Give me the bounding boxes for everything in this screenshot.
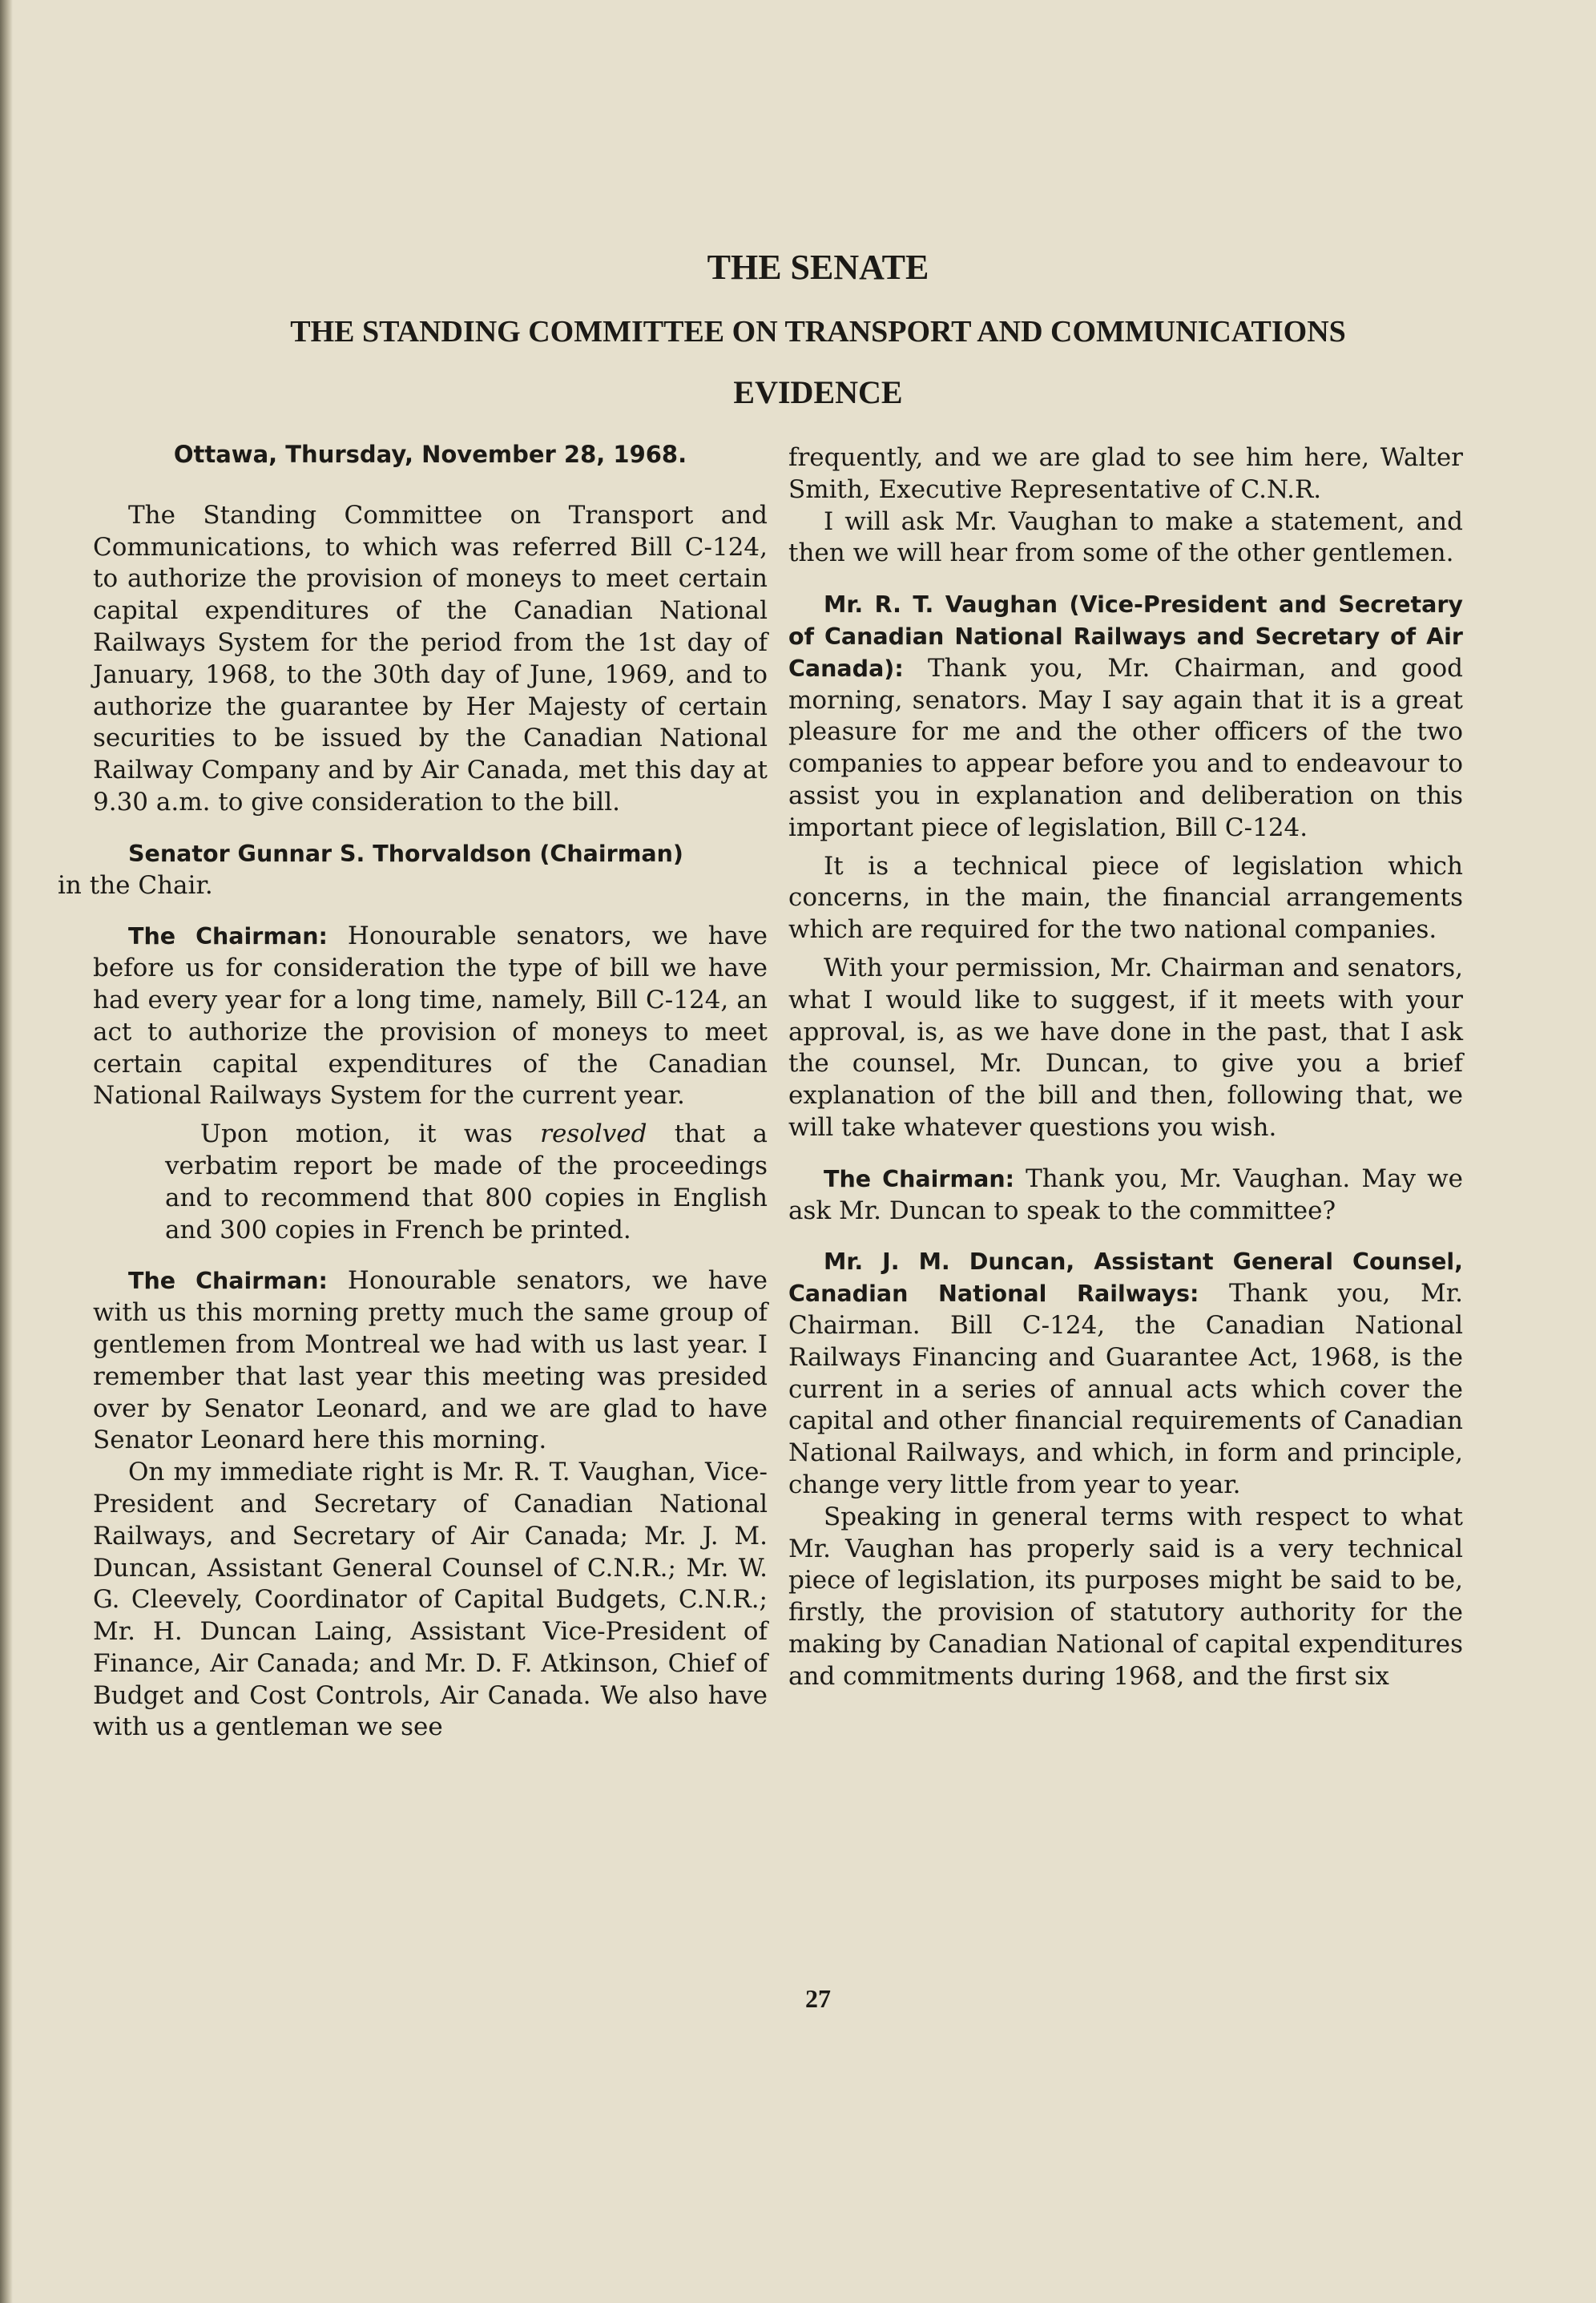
speaker-label: The Chairman:: [128, 1268, 328, 1295]
paragraph: Speaking in general terms with respect to what Mr. Vaughan has properly said is a very technical piece of legislation, its purposes might be said to be, firstly, the provision of statutory authority for the making by Canadian National of capital expenditures and commitments during 1968, and the first six: [788, 1502, 1463, 1691]
speaker-label: Mr. J. M. Duncan, Assistant General Counsel, Canadian National Railways:: [788, 1248, 1463, 1308]
chair-speaker: Senator Gunnar S. Thorvaldson (Chairman): [128, 840, 683, 867]
dateline: Ottawa, Thursday, November 28, 1968.: [173, 441, 687, 468]
speaker-label: The Chairman:: [128, 923, 328, 950]
motion-text: Upon motion, it was: [200, 1119, 541, 1149]
chair-paragraph: [58, 838, 768, 902]
paragraph-text: Honourable senators, we have before us for consideration the type of bill we have had every year for a long time, namely, Bill C-124, an act to authorize the provision of moneys to meet certain capital expenditures of the Canadian National Railways System for the current year.: [93, 922, 768, 1111]
paragraph: frequently, and we are glad to see him here, Walter Smith, Executive Representative of C.N.R.: [788, 443, 1463, 504]
paragraph: [93, 1265, 768, 1457]
speaker-label: Mr. R. T. Vaughan (Vice-President and Secretary of Canadian National Railways and Secretary of Air Canada):: [788, 591, 1463, 682]
paragraph-text: Honourable senators, we have with us this morning pretty much the same group of gentlemen from Montreal we had with us last year. I remember that last year this meeting was presided over by Senator Leonard, and we are glad to have Senator Leonard here this morning.: [93, 1266, 768, 1455]
left-column: [58, 439, 768, 1744]
intro-paragraph: The Standing Committee on Transport and Communications, to which was referred Bill C-124, to authorize the provision of moneys to meet certain capital expenditures of the Canadian National Railways System for the period from the 1st day of January, 1968, to the 30th day of June, 1969, and to authorize the guarantee by Her Majesty of certain securities to be issued by the Canadian National Railway Company and by Air Canada, met this day at 9.30 a.m. to give consideration to the bill.: [93, 500, 768, 817]
motion-emphasis: resolved: [540, 1119, 647, 1149]
speaker-label: The Chairman:: [824, 1165, 1015, 1192]
paragraph: [788, 589, 1463, 844]
motion-paragraph: [165, 1119, 768, 1246]
page-binding-edge: [0, 0, 13, 2303]
page-title: THE SENATE: [707, 248, 929, 287]
committee-heading: THE STANDING COMMITTEE ON TRANSPORT AND COMMUNICATIONS: [290, 315, 1346, 349]
paragraph: [93, 921, 768, 1112]
paragraph: [788, 1246, 1463, 1501]
paragraph-text: Thank you, Mr. Chairman, and good morning, senators. May I say again that it is a great pleasure for me and the other officers of the two companies to appear before you and to endeavour to assist you in explanation and deliberation on this important piece of legislation, Bill C-124.: [788, 653, 1463, 842]
chair-text: in the Chair.: [58, 870, 213, 900]
paragraph: With your permission, Mr. Chairman and senators, what I would like to suggest, if it meets with your approval, is, as we have done in the past, that I ask the counsel, Mr. Duncan, to give you a brief explanation of the bill and then, following that, we will take whatever questions you wish.: [788, 953, 1463, 1142]
right-column: [788, 442, 1463, 1692]
paragraph: I will ask Mr. Vaughan to make a statement, and then we will hear from some of the other gentlemen.: [788, 506, 1463, 568]
page-number: 27: [805, 1984, 831, 2013]
paragraph: On my immediate right is Mr. R. T. Vaughan, Vice-President and Secretary of Canadian National Railways, and Secretary of Air Canada; Mr. J. M. Duncan, Assistant General Counsel of C.N.R.; Mr. W. G. Cleevely, Coordinator of Capital Budgets, C.N.R.; Mr. H. Duncan Laing, Assistant Vice-President of Finance, Air Canada; and Mr. D. F. Atkinson, Chief of Budget and Cost Controls, Air Canada. We also have with us a gentleman we see: [93, 1458, 768, 1742]
motion-text: that a verbatim report be made of the proceedings and to recommend that 800 copies in English and 300 copies in French be printed.: [165, 1119, 768, 1244]
paragraph-text: Thank you, Mr. Vaughan. May we ask Mr. Duncan to speak to the committee?: [788, 1164, 1463, 1225]
paragraph-text: Thank you, Mr. Chairman. Bill C-124, the Canadian National Railways Financing and Guarantee Act, 1968, is the current in a series of annual acts which cover the capital and other financial requirements of Canadian National Railways, and which, in form and principle, change very little from year to year.: [788, 1279, 1464, 1499]
paragraph: [788, 1164, 1463, 1228]
section-heading: EVIDENCE: [733, 374, 903, 410]
paragraph: It is a technical piece of legislation which concerns, in the main, the financial arrangements which are required for the two national companies.: [788, 851, 1463, 945]
